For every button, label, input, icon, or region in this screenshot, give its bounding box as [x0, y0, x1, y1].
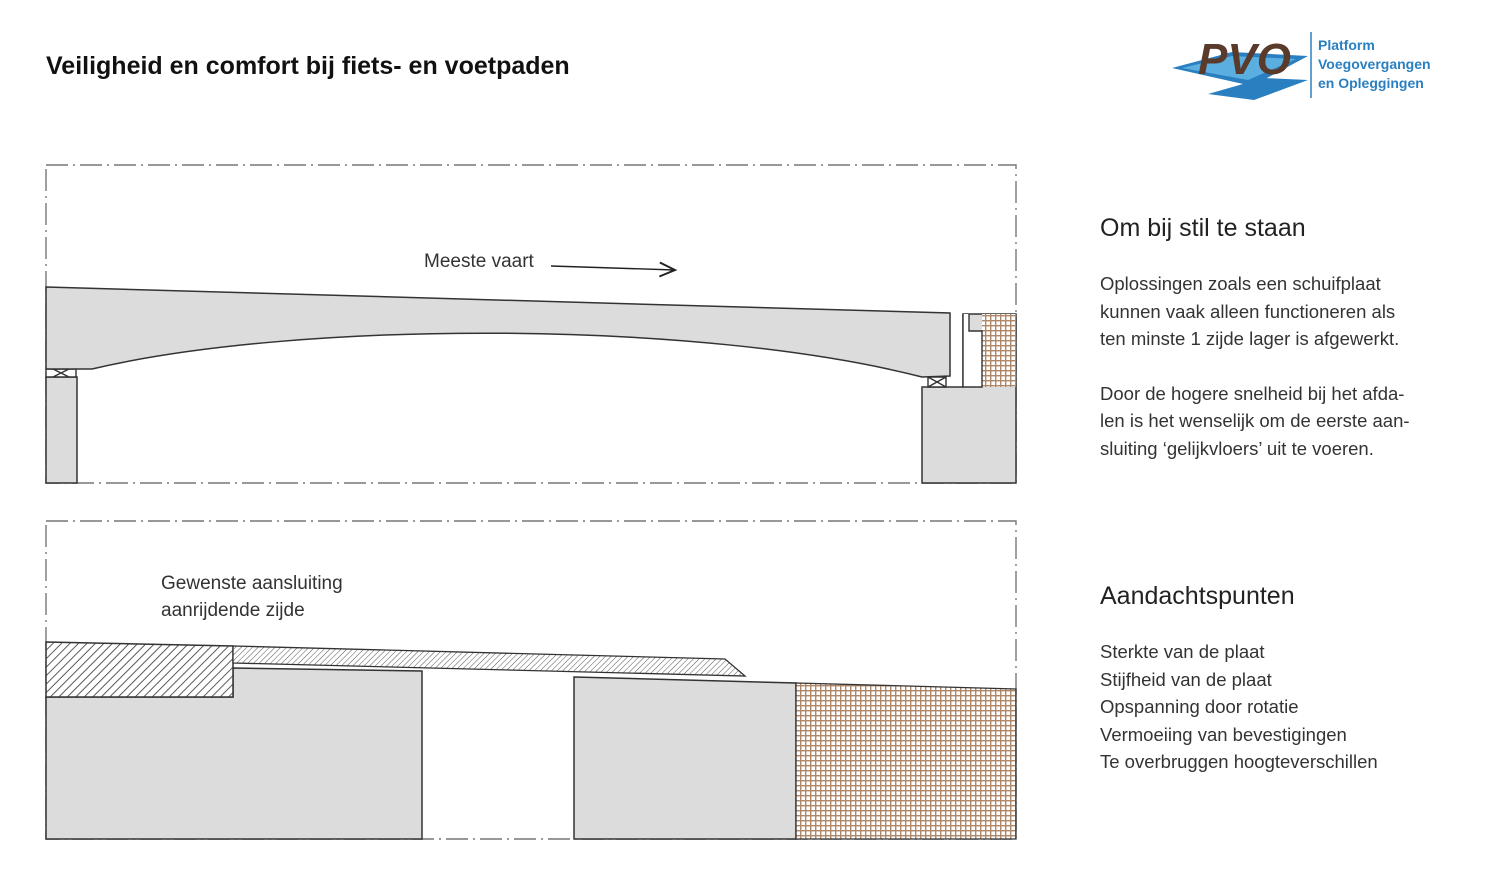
list-item: Te overbruggen hoogteverschillen	[1100, 751, 1378, 772]
paragraph-2-line-3: sluiting ‘gelijkvloers’ uit te voeren.	[1100, 437, 1374, 459]
list-item: Opspanning door rotatie	[1100, 696, 1299, 717]
logo-line-3: en Opleggingen	[1318, 75, 1424, 91]
speed-label: Meeste vaart	[424, 251, 534, 272]
page-title: Veiligheid en comfort bij fiets- en voetpaden	[46, 52, 570, 80]
diagram-bottom	[46, 521, 1016, 839]
paragraph-2-line-2: len is het wenselijk om de eerste aan-	[1100, 410, 1410, 431]
left-bearing	[46, 369, 76, 377]
paragraph-1-line-1: Oplossingen zoals een schuifplaat	[1100, 273, 1381, 294]
asphalt-layer	[46, 642, 233, 697]
section-points	[1100, 582, 1470, 776]
section-heading-aandachtspunten: Aandachtspunten	[1100, 582, 1295, 610]
logo-line-2: Voegovergangen	[1318, 56, 1431, 72]
bridge-deck	[46, 287, 950, 377]
paragraph-1-line-3: ten minste 1 zijde lager is afgewerkt.	[1100, 328, 1400, 349]
paragraph-2	[1100, 380, 1470, 463]
list-item: Sterkte van de plaat	[1100, 641, 1265, 662]
section-attention	[1100, 214, 1470, 462]
list-item: Stijfheid van de plaat	[1100, 668, 1272, 690]
diagram-top	[46, 165, 1016, 483]
logo-line-1: Platform	[1318, 37, 1375, 53]
connection-label-line-1: Gewenste aansluiting	[161, 573, 343, 594]
points-list	[1100, 638, 1470, 776]
speed-arrow	[551, 266, 675, 270]
right-bearing	[928, 377, 946, 387]
right-concrete-block	[574, 677, 796, 839]
connection-label-line-2: aanrijdende zijde	[161, 600, 305, 621]
paragraph-1	[1100, 270, 1470, 353]
brick-pavement-bottom	[796, 683, 1016, 839]
paragraph-2-line-1: Door de hogere snelheid bij het afda-	[1100, 382, 1405, 404]
list-item: Vermoeiing van bevestigingen	[1100, 723, 1347, 745]
section-heading-stilstaan: Om bij stil te staan	[1100, 214, 1306, 242]
brick-pavement-top	[982, 314, 1016, 387]
logo-mark-text: PVO	[1198, 35, 1291, 84]
left-support	[46, 377, 77, 483]
paragraph-1-line-2: kunnen vaak alleen functioneren als	[1100, 300, 1396, 322]
